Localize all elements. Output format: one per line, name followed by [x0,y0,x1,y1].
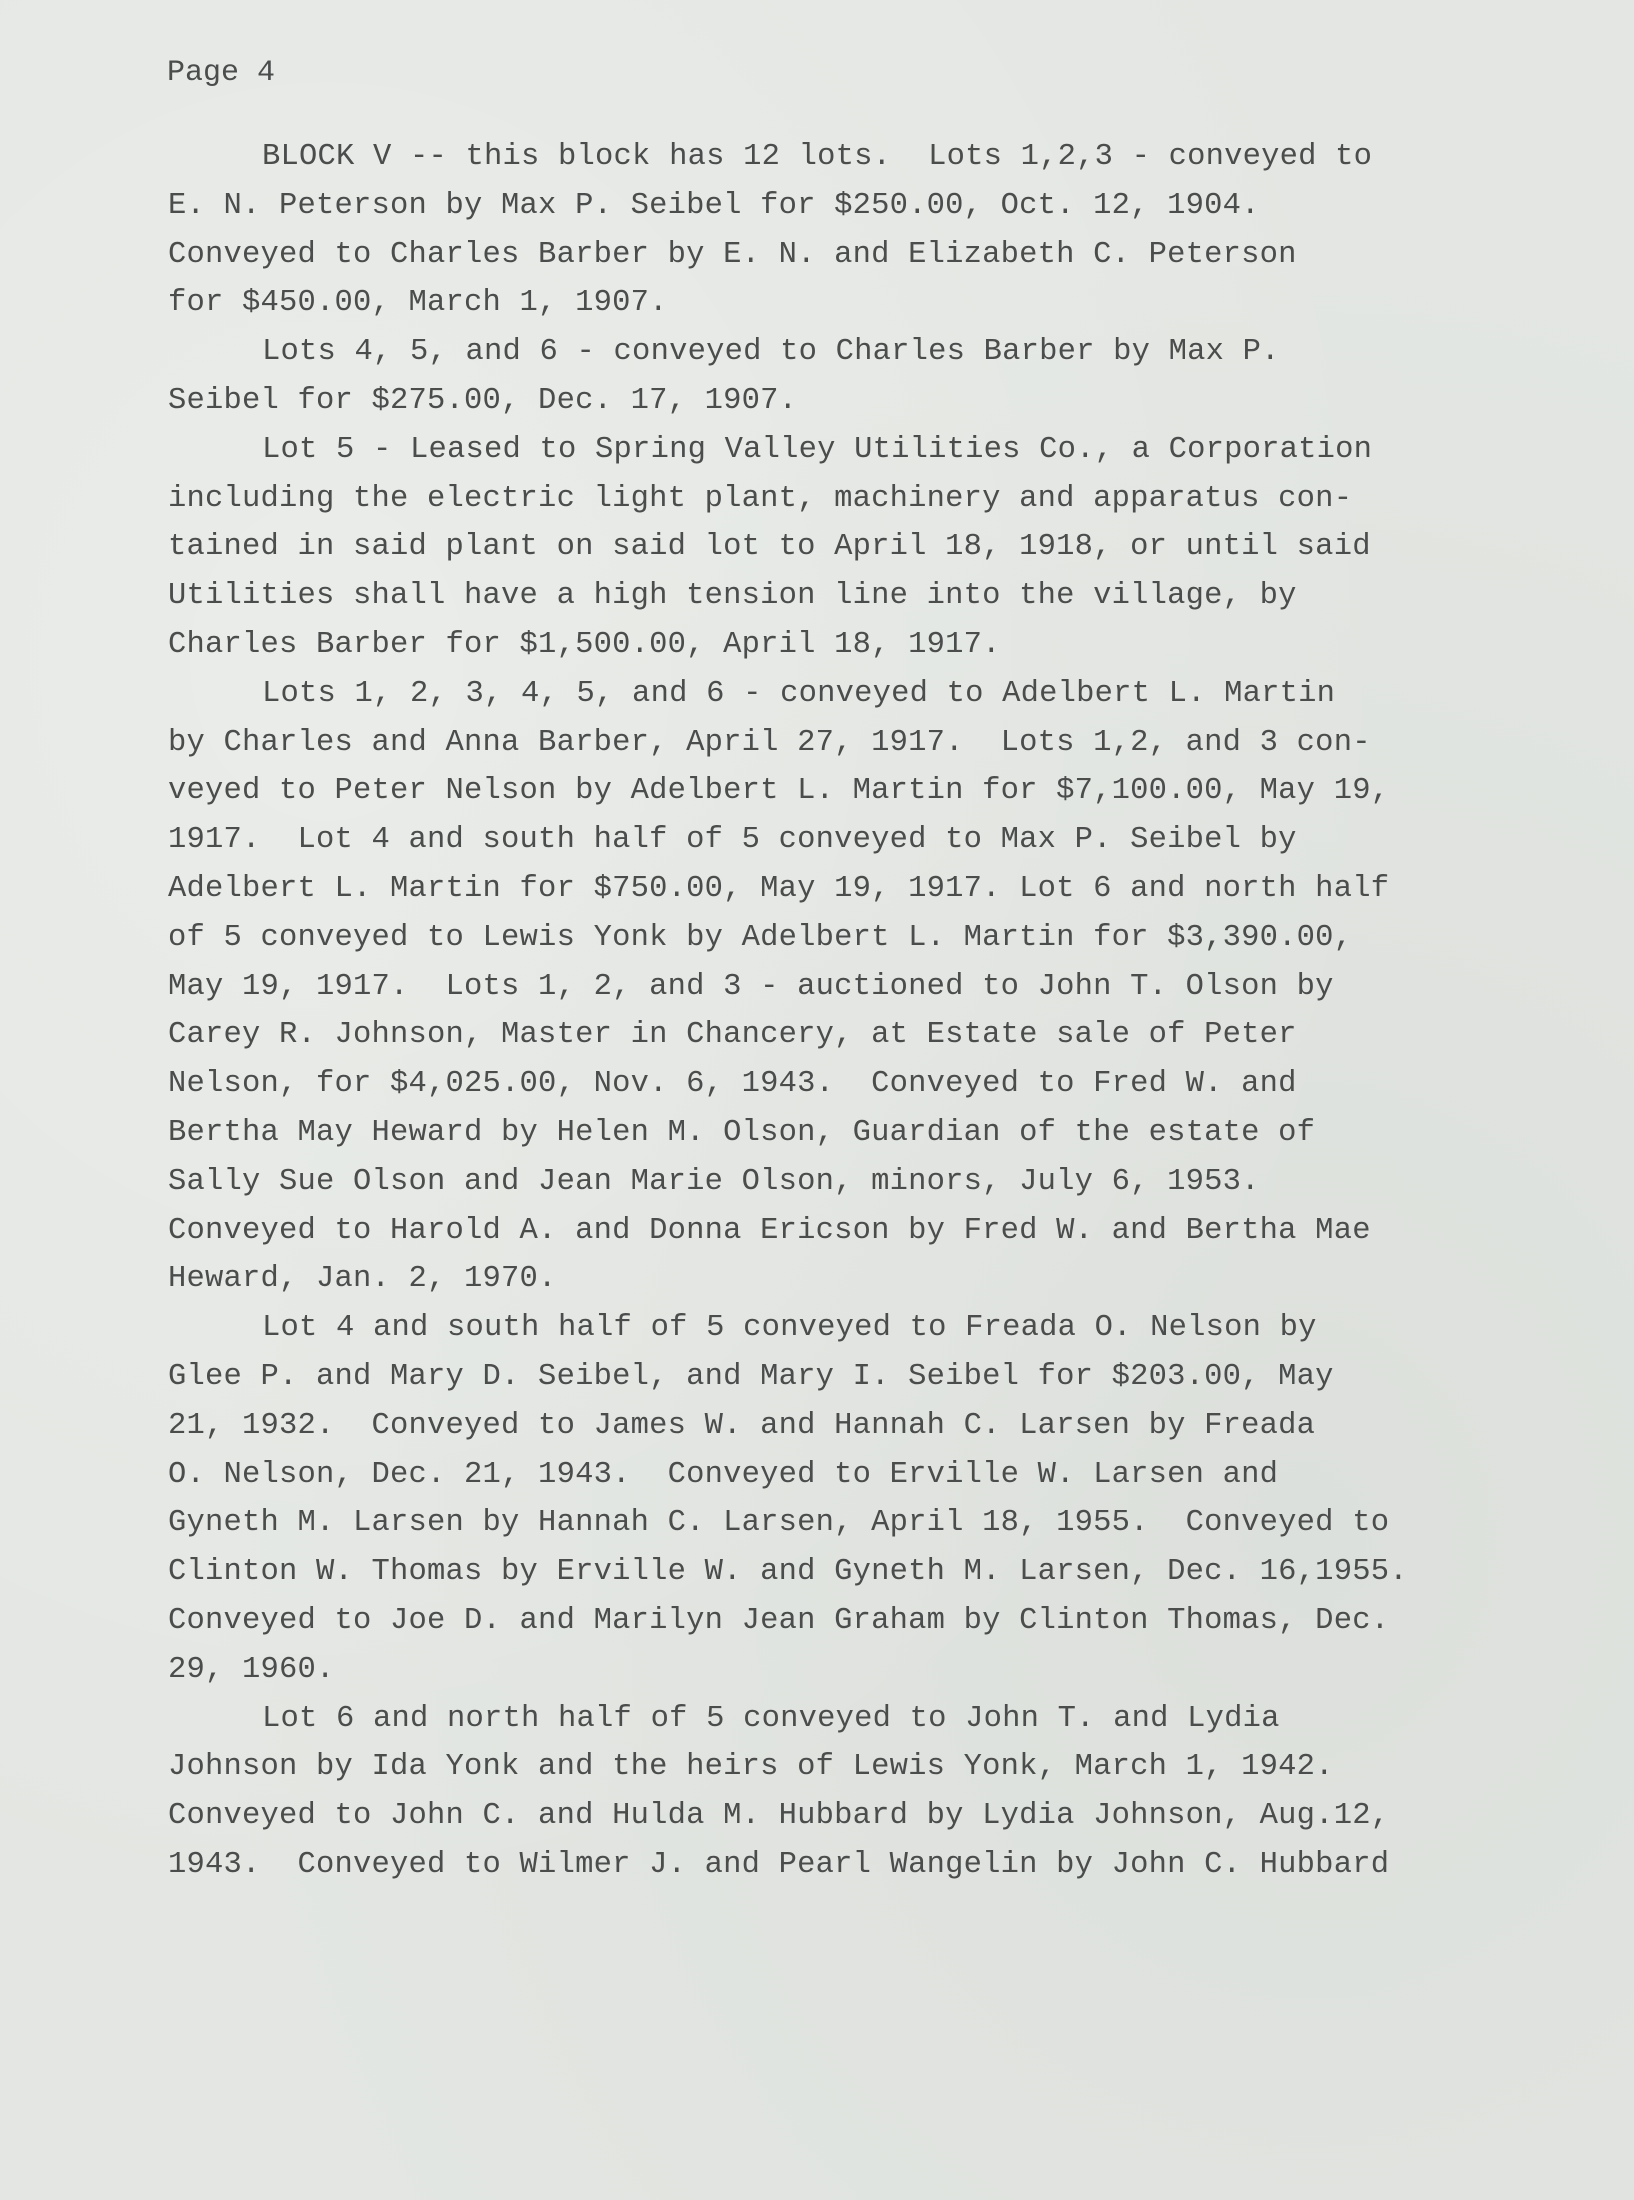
text-line: BLOCK V -- this block has 12 lots. Lots 1,2,3 - conveyed to [262,140,1373,174]
text-line: Conveyed to Charles Barber by E. N. and Elizabeth C. Peterson [168,237,1297,272]
text-line: 29, 1960. [168,1652,335,1687]
text-line: Lots 1, 2, 3, 4, 5, and 6 - conveyed to Adelbert L. Martin [262,676,1336,711]
text-line: 1917. Lot 4 and south half of 5 conveyed to Max P. Seibel by [168,823,1297,858]
page-number: Page 4 [167,56,276,90]
text-line: including the electric light plant, machinery and apparatus con- [168,481,1353,516]
text-line: Conveyed to Joe D. and Marilyn Jean Graham by Clinton Thomas, Dec. [168,1603,1390,1638]
text-line: Utilities shall have a high tension line into the village, by [168,579,1297,614]
text-line: by Charles and Anna Barber, April 27, 1917. Lots 1,2, and 3 con- [168,725,1371,760]
text-line: E. N. Peterson by Max P. Seibel for $250.00, Oct. 12, 1904. [168,188,1260,223]
text-line: Johnson by Ida Yonk and the heirs of Lewis Yonk, March 1, 1942. [168,1750,1334,1785]
text-line: Seibel for $275.00, Dec. 17, 1907. [168,383,798,418]
text-line: May 19, 1917. Lots 1, 2, and 3 - auctioned to John T. Olson by [168,969,1334,1004]
text-line: Lot 5 - Leased to Spring Valley Utilities Co., a Corporation [262,432,1373,467]
text-line: of 5 conveyed to Lewis Yonk by Adelbert L. Martin for $3,390.00, [168,920,1353,955]
text-line: Nelson, for $4,025.00, Nov. 6, 1943. Conveyed to Fred W. and [168,1067,1297,1102]
text-line: Adelbert L. Martin for $750.00, May 19, 1917. Lot 6 and north half [168,871,1390,906]
text-line: Charles Barber for $1,500.00, April 18, 1917. [168,627,1001,662]
text-line: Bertha May Heward by Helen M. Olson, Guardian of the estate of [168,1115,1316,1150]
document-body [168,133,1468,1890]
text-line: O. Nelson, Dec. 21, 1943. Conveyed to Erville W. Larsen and [168,1457,1279,1492]
text-line: Heward, Jan. 2, 1970. [168,1262,557,1297]
text-line: Glee P. and Mary D. Seibel, and Mary I. Seibel for $203.00, May [168,1359,1334,1394]
text-line: Carey R. Johnson, Master in Chancery, at Estate sale of Peter [168,1018,1297,1053]
text-line: Conveyed to Harold A. and Donna Ericson by Fred W. and Bertha Mae [168,1213,1371,1248]
text-line: Gyneth M. Larsen by Hannah C. Larsen, April 18, 1955. Conveyed to [168,1506,1390,1541]
text-line: for $450.00, March 1, 1907. [168,286,668,321]
text-line: Conveyed to John C. and Hulda M. Hubbard by Lydia Johnson, Aug.12, [168,1799,1390,1834]
text-line: veyed to Peter Nelson by Adelbert L. Martin for $7,100.00, May 19, [168,774,1390,809]
text-line: 1943. Conveyed to Wilmer J. and Pearl Wangelin by John C. Hubbard [168,1847,1390,1882]
text-line: Lot 6 and north half of 5 conveyed to John T. and Lydia [262,1701,1280,1736]
text-line: Lot 4 and south half of 5 conveyed to Freada O. Nelson by [262,1311,1317,1346]
text-line: Sally Sue Olson and Jean Marie Olson, minors, July 6, 1953. [168,1164,1260,1199]
text-line: Clinton W. Thomas by Erville W. and Gyneth M. Larsen, Dec. 16,1955. [168,1555,1408,1590]
text-line: 21, 1932. Conveyed to James W. and Hannah C. Larsen by Freada [168,1408,1316,1443]
text-line: Lots 4, 5, and 6 - conveyed to Charles Barber by Max P. [262,335,1280,370]
text-line: tained in said plant on said lot to April 18, 1918, or until said [168,530,1371,565]
